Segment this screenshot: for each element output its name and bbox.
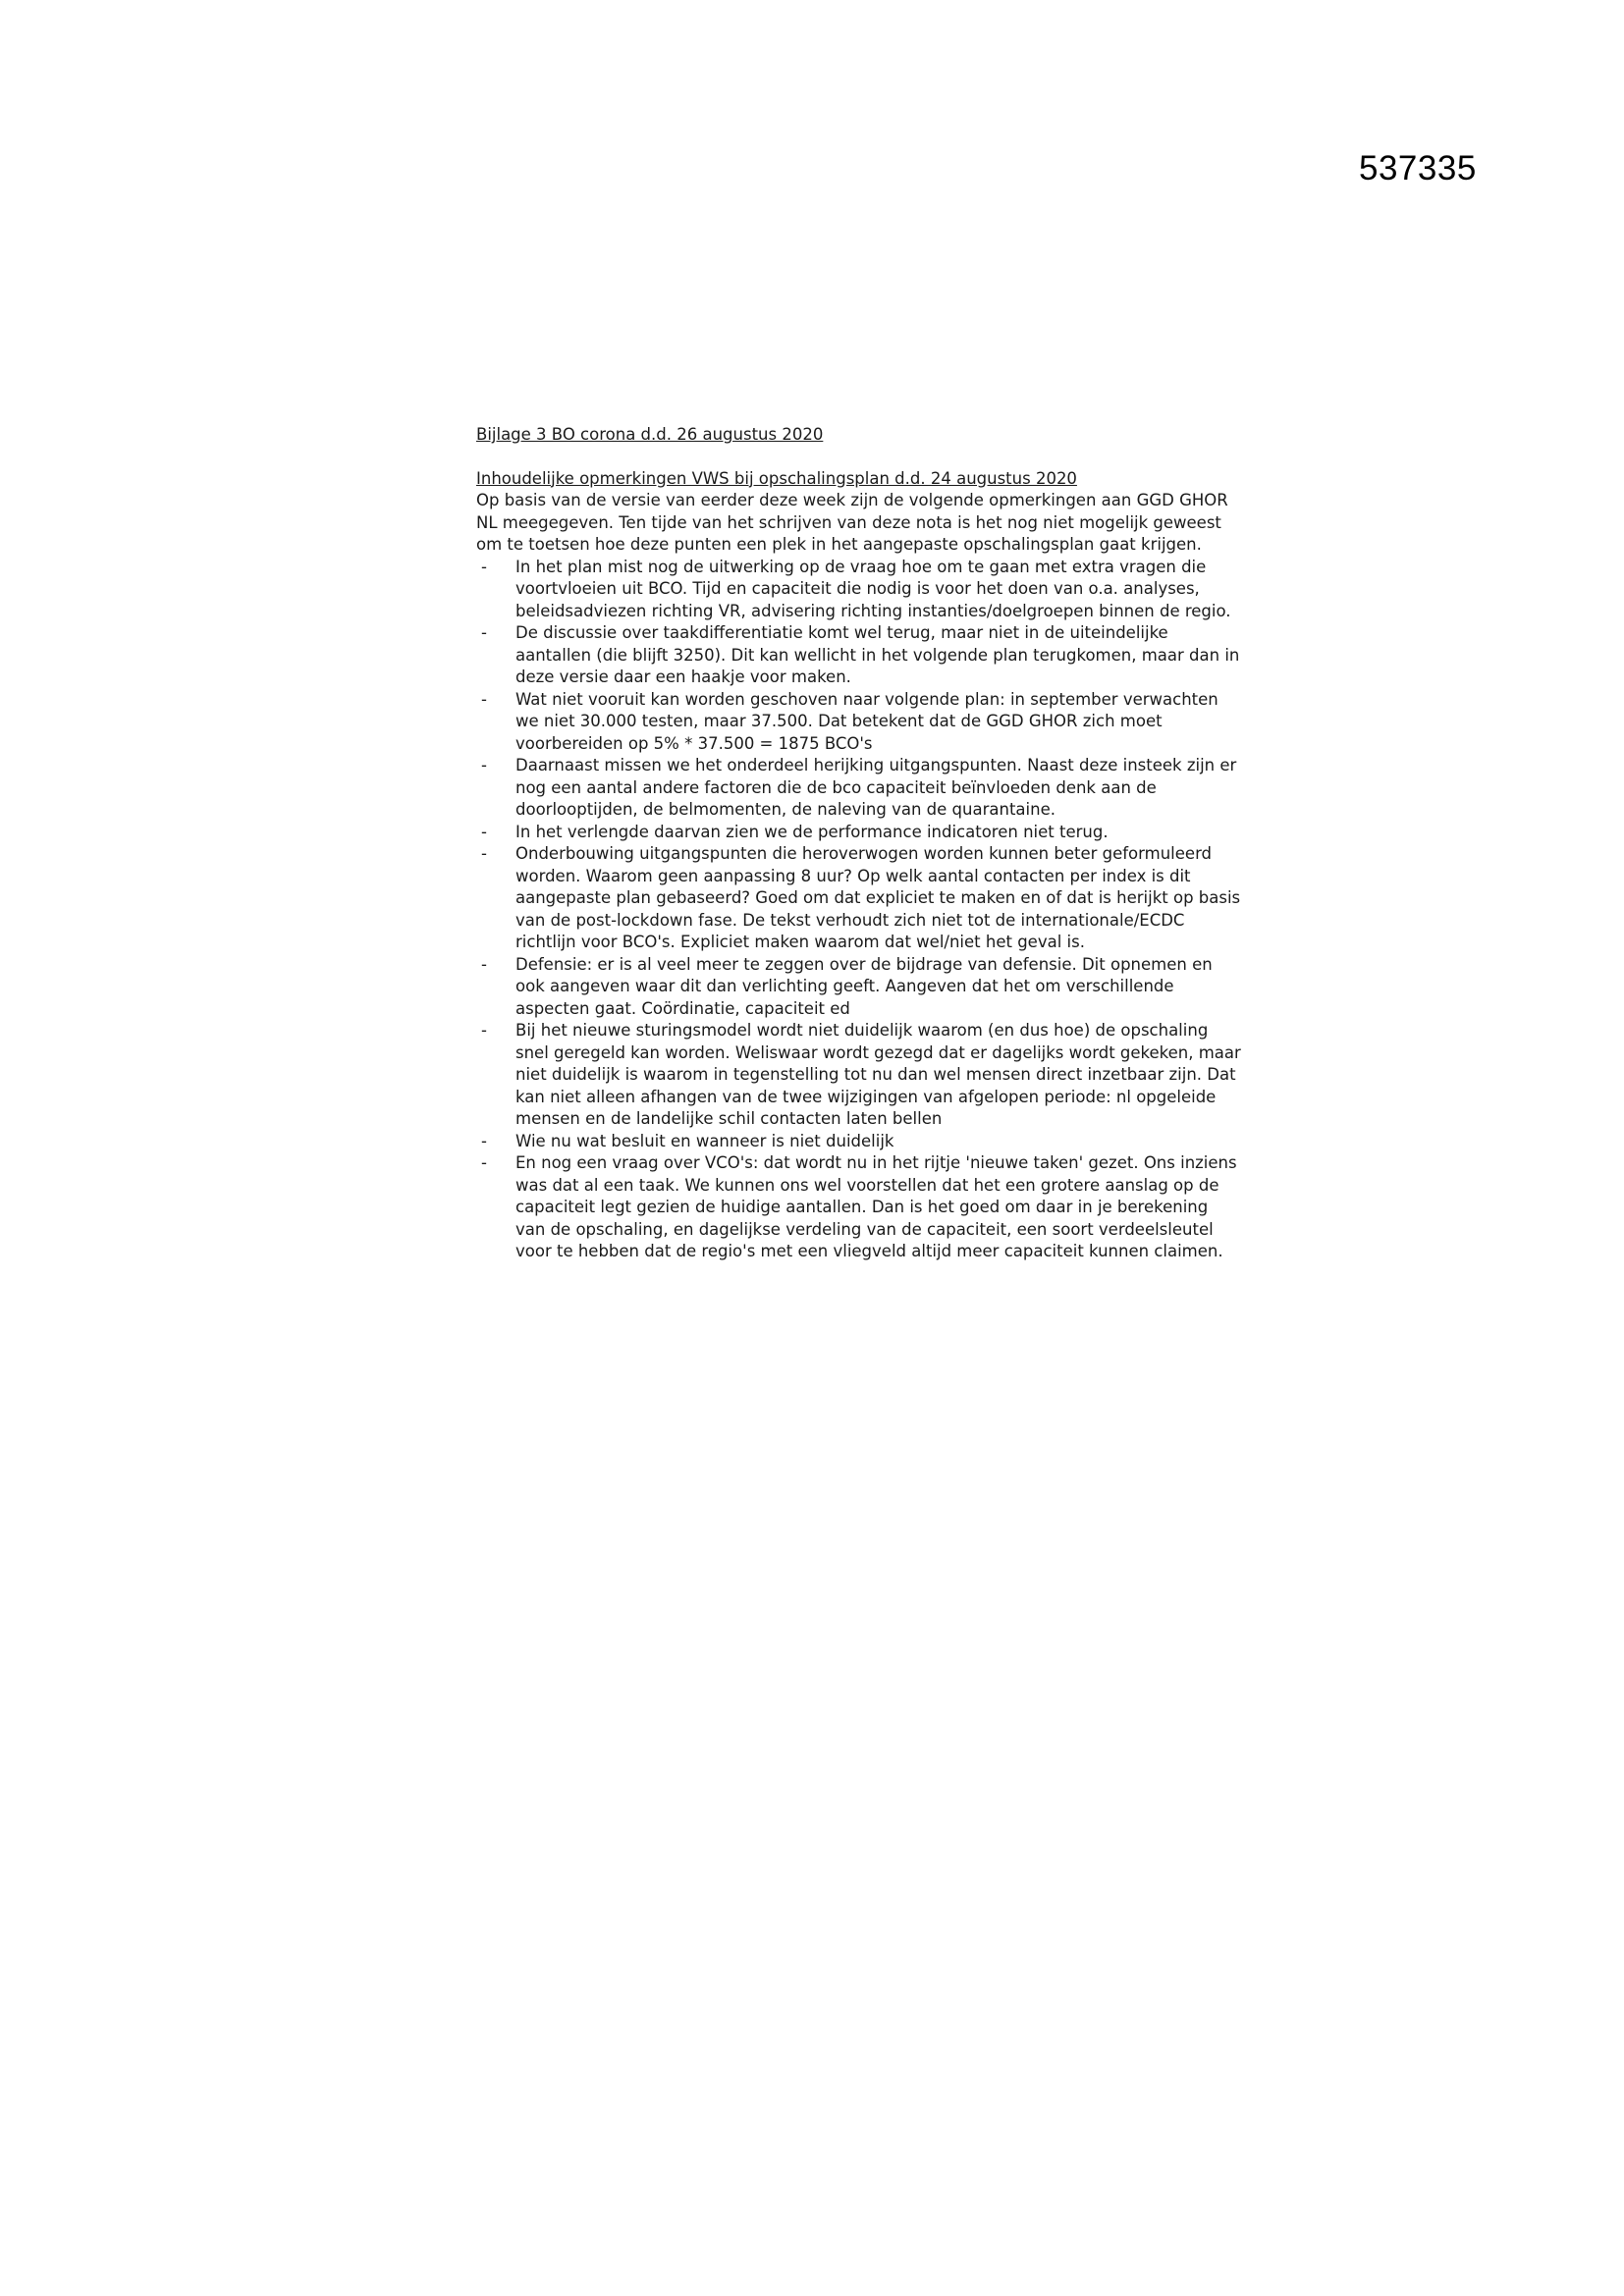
list-item [476, 954, 1242, 1021]
document-number: 537335 [1359, 149, 1477, 187]
bullet-dash: - [481, 1131, 487, 1150]
list-item-text: Bij het nieuwe sturingsmodel wordt niet duidelijk waarom (en dus hoe) de opschaling snel geregeld kan worden. Weliswaar wordt gezegd dat er dagelijks wordt gekeken, maar niet duidelijk is waarom in tegenstelling tot nu dan wel mensen direct inzetbaar zijn. Dat kan niet alleen afhangen van de twee wijzigingen van afgelopen periode: nl opgeleide mensen en de landelijke schil contacten laten bellen [515, 1021, 1241, 1128]
bullet-dash: - [481, 557, 487, 576]
bullet-dash: - [481, 689, 487, 709]
list-item-text: En nog een vraag over VCO's: dat wordt nu in het rijtje 'nieuwe taken' gezet. Ons inziens was dat al een taak. We kunnen ons wel voorstellen dat het een grotere aanslag op de capaciteit legt gezien de huidige aantallen. Dan is het goed om daar in je berekening van de opschaling, en dagelijkse verdeling van de capaciteit, een soort verdeelsleutel voor te hebben dat de regio's met een vliegveld altijd meer capaciteit kunnen claimen. [515, 1153, 1237, 1260]
list-item [476, 622, 1242, 689]
list-item [476, 1020, 1242, 1131]
bullet-dash: - [481, 954, 487, 974]
list-item [476, 755, 1242, 822]
remarks-list [476, 557, 1242, 1263]
list-item-text: Defensie: er is al veel meer te zeggen over de bijdrage van defensie. Dit opnemen en ook aangeven waar dit dan verlichting geeft. Aangeven dat het om verschillende aspecten gaat. Coördinatie, capaciteit ed [515, 954, 1213, 1018]
bullet-dash: - [481, 756, 487, 774]
intro-paragraph: Op basis van de versie van eerder deze week zijn de volgende opmerkingen aan GGD GHOR NL meegegeven. Ten tijde van het schrijven van deze nota is het nog niet mogelijk geweest om te toetsen hoe deze punten een plek in het aangepaste opschalingsplan gaat krijgen. [476, 491, 1228, 554]
list-item-text: Onderbouwing uitgangspunten die heroverwogen worden kunnen beter geformuleerd worden. Waarom geen aanpassing 8 uur? Op welk aantal contacten per index is dit aangepaste plan gebaseerd? Goed om dat expliciet te maken en of dat is herijkt op basis van de post-lockdown fase. De tekst verhoudt zich niet tot de internationale/ECDC richtlijn voor BCO's. Expliciet maken waarom dat wel/niet het geval is. [515, 844, 1241, 951]
list-item-text: Wie nu wat besluit en wanneer is niet duidelijk [515, 1131, 894, 1150]
section-title: Inhoudelijke opmerkingen VWS bij opschalingsplan d.d. 24 augustus 2020 [476, 468, 1077, 488]
bullet-dash: - [481, 1153, 487, 1172]
list-item [476, 822, 1242, 844]
bullet-dash: - [481, 1021, 487, 1040]
list-item-text: De discussie over taakdifferentiatie komt wel terug, maar niet in de uiteindelijke aantallen (die blijft 3250). Dit kan wellicht in het volgende plan terugkomen, maar dan in deze versie daar een haakje voor maken. [515, 623, 1240, 686]
annex-title: Bijlage 3 BO corona d.d. 26 augustus 2020 [476, 425, 824, 444]
list-item-text: Daarnaast missen we het onderdeel herijking uitgangspunten. Naast deze insteek zijn er nog een aantal andere factoren die de bco capaciteit beïnvloeden denk aan de doorlooptijden, de belmomenten, de naleving van de quarantaine. [515, 756, 1237, 819]
list-item [476, 1152, 1242, 1263]
list-item-text: Wat niet vooruit kan worden geschoven naar volgende plan: in september verwachten we niet 30.000 testen, maar 37.500. Dat betekent dat de GGD GHOR zich moet voorbereiden op 5% * 37.500 = 1875 BCO's [515, 689, 1218, 753]
list-item-text: In het verlengde daarvan zien we de performance indicatoren niet terug. [515, 822, 1109, 841]
bullet-dash: - [481, 844, 487, 863]
list-item-text: In het plan mist nog de uitwerking op de vraag hoe om te gaan met extra vragen die voortvloeien uit BCO. Tijd en capaciteit die nodig is voor het doen van o.a. analyses, beleidsadviezen richting VR, advisering richting instanties/doelgroepen binnen de regio. [515, 557, 1231, 620]
bullet-dash: - [481, 623, 487, 642]
list-item [476, 843, 1242, 954]
list-item [476, 689, 1242, 756]
document-body [476, 424, 1242, 1263]
list-item [476, 557, 1242, 623]
list-item [476, 1131, 1242, 1153]
bullet-dash: - [481, 822, 487, 841]
